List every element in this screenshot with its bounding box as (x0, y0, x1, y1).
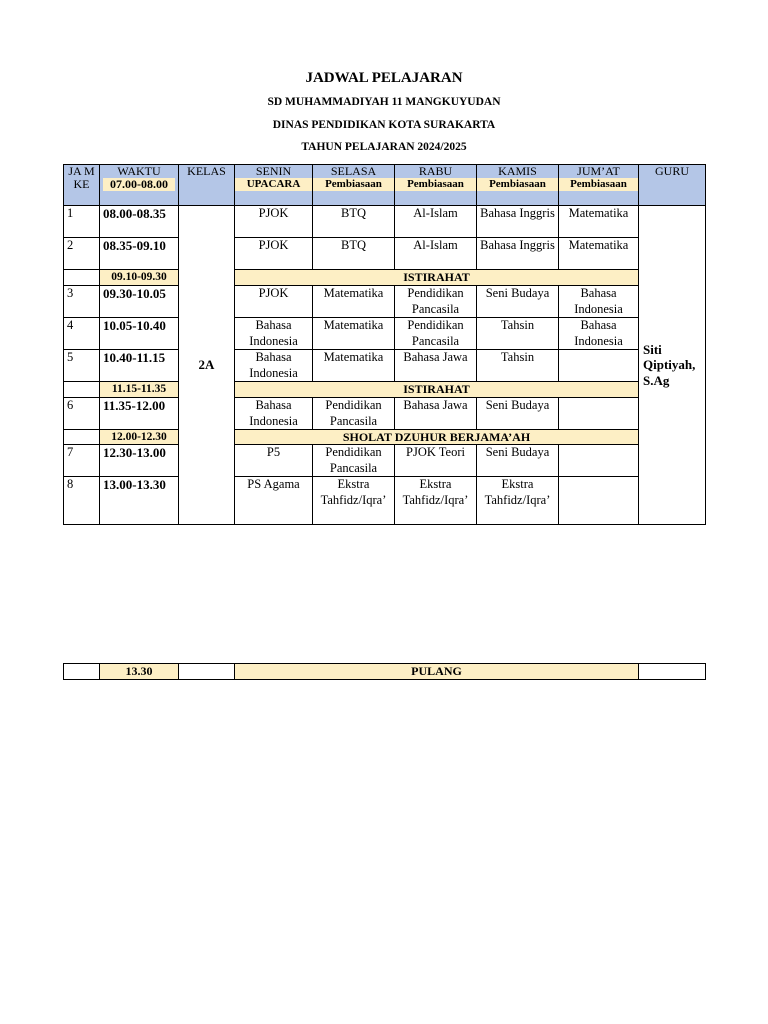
empty-cell (64, 382, 100, 398)
subject-cell: Bahasa Indonesia (235, 318, 313, 350)
subject-cell: PS Agama (235, 477, 313, 525)
empty-cell (64, 270, 100, 286)
subject-cell: Matematika (313, 318, 395, 350)
school-name: SD MUHAMMADIYAH 11 MANGKUYUDAN (267, 96, 501, 108)
empty-cell (639, 664, 706, 680)
subject-cell: Bahasa Inggris (477, 206, 559, 238)
subject-cell: BTQ (313, 206, 395, 238)
day-name: SELASA (330, 164, 377, 178)
header-waktu-label: WAKTU (117, 164, 161, 178)
break-label: ISTIRAHAT (235, 382, 639, 398)
subject-cell (559, 398, 639, 430)
day-activity: Pembiasaan (395, 178, 476, 191)
subject-cell: Tahsin (477, 350, 559, 382)
subject-cell: Al-Islam (395, 206, 477, 238)
lesson-row (64, 206, 706, 238)
teacher-name: Siti Qiptiyah, S.Ag (639, 206, 706, 525)
lesson-number: 7 (64, 445, 100, 477)
subject-cell (559, 445, 639, 477)
subject-cell: PJOK Teori (395, 445, 477, 477)
break-label: SHOLAT DZUHUR BERJAMA’AH (235, 430, 639, 445)
day-name: SENIN (255, 164, 292, 178)
subject-cell: Pendidikan Pancasila (313, 445, 395, 477)
lesson-time: 08.35-09.10 (100, 238, 179, 270)
lesson-row (64, 238, 706, 270)
lesson-time: 11.35-12.00 (100, 398, 179, 430)
day-activity: Pembiasaan (313, 178, 394, 191)
subject-cell: P5 (235, 445, 313, 477)
subject-cell: Matematika (313, 350, 395, 382)
subject-cell: Seni Budaya (477, 398, 559, 430)
subject-cell: Pendidikan Pancasila (313, 398, 395, 430)
lesson-row (64, 286, 706, 318)
lesson-number: 1 (64, 206, 100, 238)
lesson-time: 13.00-13.30 (100, 477, 179, 525)
subject-cell (559, 350, 639, 382)
lesson-row (64, 318, 706, 350)
lesson-row (64, 398, 706, 430)
break-row (64, 382, 706, 398)
break-row (64, 430, 706, 445)
subject-cell: Matematika (313, 286, 395, 318)
header-day (395, 165, 477, 206)
day-activity: Pembiasaan (559, 178, 638, 191)
education-office: DINAS PENDIDIKAN KOTA SURAKARTA (272, 119, 496, 131)
subject-cell: Ekstra Tahfidz/Iqra’ (395, 477, 477, 525)
subject-cell: Bahasa Indonesia (559, 286, 639, 318)
school-year: TAHUN PELAJARAN 2024/2025 (301, 141, 467, 153)
class-name: 2A (179, 206, 235, 525)
lesson-time: 08.00-08.35 (100, 206, 179, 238)
day-activity: Pembiasaan (477, 178, 558, 191)
subject-cell: Seni Budaya (477, 286, 559, 318)
header-waktu-sub: 07.00-08.00 (103, 178, 175, 191)
break-time: 09.10-09.30 (100, 270, 179, 286)
subject-cell: Pendidikan Pancasila (395, 286, 477, 318)
subject-cell (559, 477, 639, 525)
empty-cell (64, 664, 100, 680)
subject-cell: PJOK (235, 286, 313, 318)
day-name: KAMIS (498, 164, 537, 178)
subject-cell: Bahasa Jawa (395, 350, 477, 382)
subject-cell: PJOK (235, 206, 313, 238)
subject-cell: Bahasa Indonesia (235, 398, 313, 430)
lesson-number: 5 (64, 350, 100, 382)
subject-cell: Bahasa Indonesia (559, 318, 639, 350)
lesson-number: 3 (64, 286, 100, 318)
dismissal-label: PULANG (235, 664, 639, 680)
break-time: 11.15-11.35 (100, 382, 179, 398)
empty-cell (64, 430, 100, 445)
lesson-time: 12.30-13.00 (100, 445, 179, 477)
lesson-time: 10.05-10.40 (100, 318, 179, 350)
schedule-table (63, 164, 706, 525)
day-name: RABU (418, 164, 453, 178)
break-time: 12.00-12.30 (100, 430, 179, 445)
header-day (235, 165, 313, 206)
lesson-number: 2 (64, 238, 100, 270)
subject-cell: Bahasa Inggris (477, 238, 559, 270)
dismissal-row (63, 663, 706, 680)
header-kelas: KELAS (179, 165, 235, 206)
subject-cell: Ekstra Tahfidz/Iqra’ (477, 477, 559, 525)
header-row (64, 165, 706, 206)
lesson-number: 4 (64, 318, 100, 350)
subject-cell: Pendidikan Pancasila (395, 318, 477, 350)
lesson-time: 09.30-10.05 (100, 286, 179, 318)
lesson-row (64, 445, 706, 477)
break-row (64, 270, 706, 286)
subject-cell: Matematika (559, 238, 639, 270)
subject-cell: Matematika (559, 206, 639, 238)
header-day (477, 165, 559, 206)
schedule-title: JADWAL PELAJARAN (305, 70, 463, 86)
break-label: ISTIRAHAT (235, 270, 639, 286)
header-guru: GURU (639, 165, 706, 206)
subject-cell: BTQ (313, 238, 395, 270)
lesson-number: 8 (64, 477, 100, 525)
lesson-number: 6 (64, 398, 100, 430)
lesson-row (64, 477, 706, 525)
day-activity: UPACARA (235, 178, 312, 191)
day-name: JUM’AT (577, 164, 620, 178)
subject-cell: PJOK (235, 238, 313, 270)
subject-cell: Tahsin (477, 318, 559, 350)
subject-cell: Ekstra Tahfidz/Iqra’ (313, 477, 395, 525)
header-day (313, 165, 395, 206)
header-jam-ke: JA M KE (64, 165, 100, 206)
subject-cell: Bahasa Jawa (395, 398, 477, 430)
lesson-row (64, 350, 706, 382)
lesson-time: 10.40-11.15 (100, 350, 179, 382)
subject-cell: Seni Budaya (477, 445, 559, 477)
header-day (559, 165, 639, 206)
empty-cell (179, 664, 235, 680)
dismissal-time: 13.30 (100, 664, 179, 680)
subject-cell: Al-Islam (395, 238, 477, 270)
header-waktu (100, 165, 179, 206)
subject-cell: Bahasa Indonesia (235, 350, 313, 382)
